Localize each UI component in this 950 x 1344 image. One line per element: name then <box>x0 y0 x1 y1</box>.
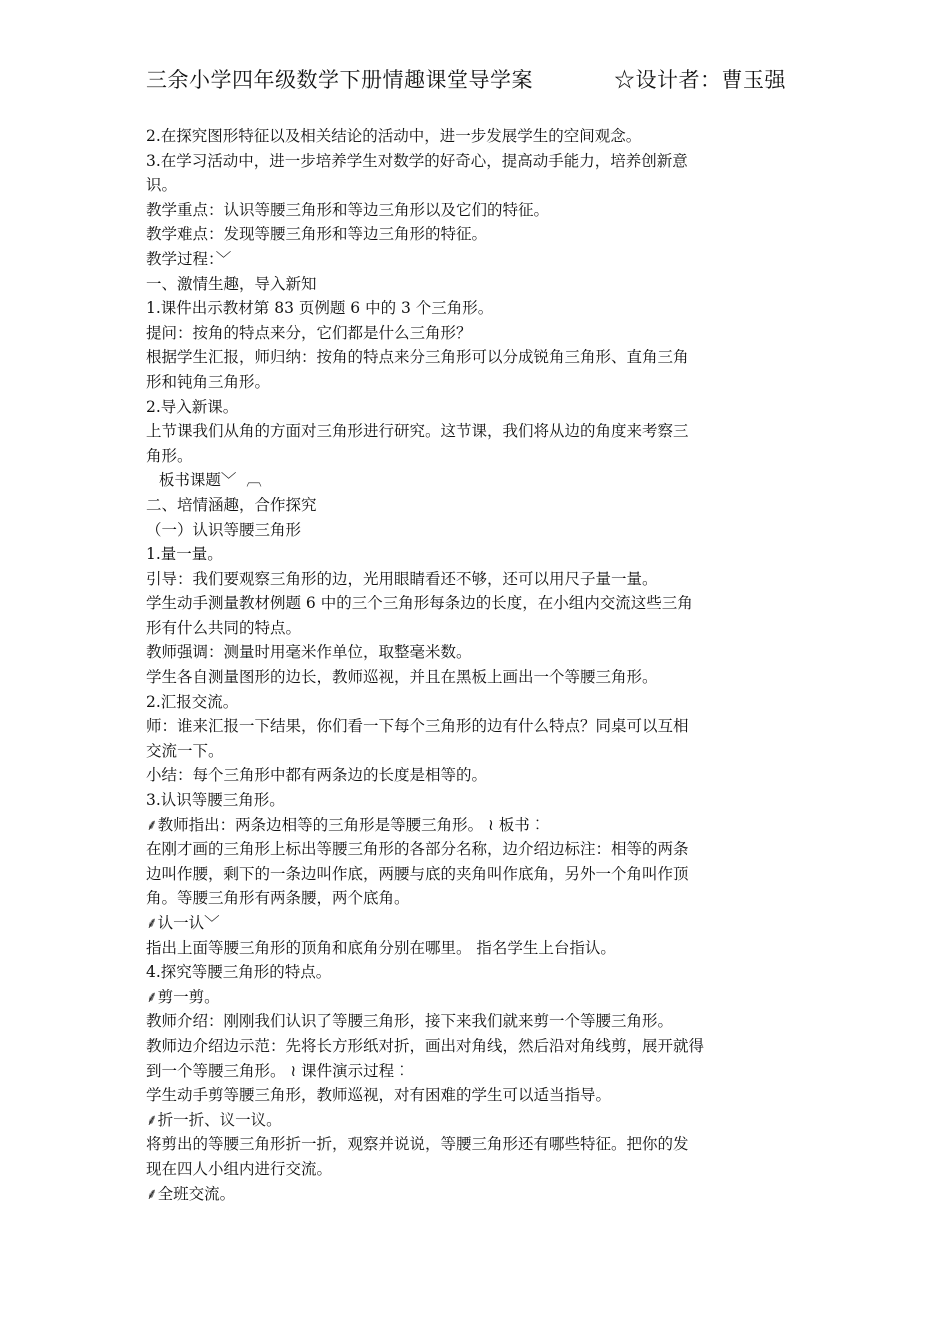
text-line: ⸙全班交流。 <box>146 1184 236 1203</box>
section-heading: 一、激情生趣，导入新知 <box>146 274 317 293</box>
text-line: 在刚才画的三角形上标出等腰三角形的各部分名称，边介绍边标注：相等的两条 <box>146 840 689 859</box>
text-line: 小结：每个三角形中都有两条边的长度是相等的。 <box>146 766 488 785</box>
text-line: 上节课我们从角的方面对三角形进行研究。这节课，我们将从边的角度来考察三 <box>146 422 689 441</box>
text-line: ⸙教师指出：两条边相等的三角形是等腰三角形。 ≀ 板书︰ <box>146 815 546 834</box>
text-line: 教学难点：发现等腰三角形和等边三角形的特征。 <box>146 225 488 244</box>
text-line: 识。 <box>146 176 178 195</box>
text-line: 1.课件出示教材第 83 页例题 6 中的 3 个三角形。 <box>146 299 494 318</box>
text-line: 角形。 <box>146 446 193 465</box>
text-line: 学生动手剪等腰三角形，教师巡视，对有困难的学生可以适当指导。 <box>146 1086 612 1105</box>
text-line: 板书课题﹀ ︹ <box>154 471 262 490</box>
text-line: 师：谁来汇报一下结果，你们看一下每个三角形的边有什么特点？同桌可以互相 <box>146 717 689 736</box>
text-line: 教学过程：﹀ <box>146 249 232 268</box>
text-line: 指出上面等腰三角形的顶角和底角分别在哪里。 指名学生上台指认。 <box>146 938 616 957</box>
text-line: 2.汇报交流。 <box>146 692 239 711</box>
header-designer: ☆设计者：曹玉强 <box>614 68 786 92</box>
text-line: ⸙剪一剪。 <box>146 987 220 1006</box>
text-line: 学生动手测量教材例题 6 中的三个三角形每条边的长度，在小组内交流这些三角 <box>146 594 693 613</box>
text-line: 到一个等腰三角形。 ≀ 课件演示过程︰ <box>146 1061 410 1080</box>
text-line: 将剪出的等腰三角形折一折，观察并说说，等腰三角形还有哪些特征。把你的发 <box>146 1135 689 1154</box>
text-line: 引导：我们要观察三角形的边，光用眼睛看还不够，还可以用尺子量一量。 <box>146 569 658 588</box>
text-line: 教学重点：认识等腰三角形和等边三角形以及它们的特征。 <box>146 200 550 219</box>
text-line: 教师边介绍边示范：先将长方形纸对折，画出对角线，然后沿对角线剪，展开就得 <box>146 1036 705 1055</box>
text-line: 教师强调：测量时用毫米作单位，取整毫米数。 <box>146 643 472 662</box>
text-line: 2.在探究图形特征以及相关结论的活动中，进一步发展学生的空间观念。 <box>146 127 642 145</box>
text-line: 形有什么共同的特点。 <box>146 618 302 637</box>
text-line: 现在四人小组内进行交流。 <box>146 1159 333 1178</box>
text-line: 3.认识等腰三角形。 <box>146 791 285 810</box>
text-line: 根据学生汇报，师归纳：按角的特点来分三角形可以分成锐角三角形、直角三角 <box>146 348 689 367</box>
text-line: 形和钝角三角形。 <box>146 372 271 391</box>
text-line: 角。等腰三角形有两条腰，两个底角。 <box>146 889 410 908</box>
text-line: 1.量一量。 <box>146 545 223 564</box>
text-line: ⸙认一认﹀ <box>146 914 220 932</box>
text-line: ⸙折一折、议一议。 <box>146 1110 282 1129</box>
text-line: 学生各自测量图形的边长，教师巡视，并且在黑板上画出一个等腰三角形。 <box>146 668 658 687</box>
subsection-heading: （一）认识等腰三角形 <box>146 520 302 539</box>
text-line: 边叫作腰，剩下的一条边叫作底，两腰与底的夹角叫作底角，另外一个角叫作顶 <box>146 864 689 883</box>
text-line: 2.导入新课。 <box>146 397 239 416</box>
header-title: 三余小学四年级数学下册情趣课堂导学案 <box>146 68 533 92</box>
page-header <box>146 64 806 98</box>
text-line: 提问：按角的特点来分，它们都是什么三角形？ <box>146 323 472 342</box>
section-heading: 二、培情涵趣，合作探究 <box>146 495 317 514</box>
text-line: 交流一下。 <box>146 741 224 760</box>
text-line: 3.在学习活动中，进一步培养学生对数学的好奇心，提高动手能力，培养创新意 <box>146 151 688 170</box>
text-line: 教师介绍：刚刚我们认识了等腰三角形，接下来我们就来剪一个等腰三角形。 <box>146 1012 674 1031</box>
body-text <box>146 124 812 1206</box>
text-line: 4.探究等腰三角形的特点。 <box>146 963 332 982</box>
